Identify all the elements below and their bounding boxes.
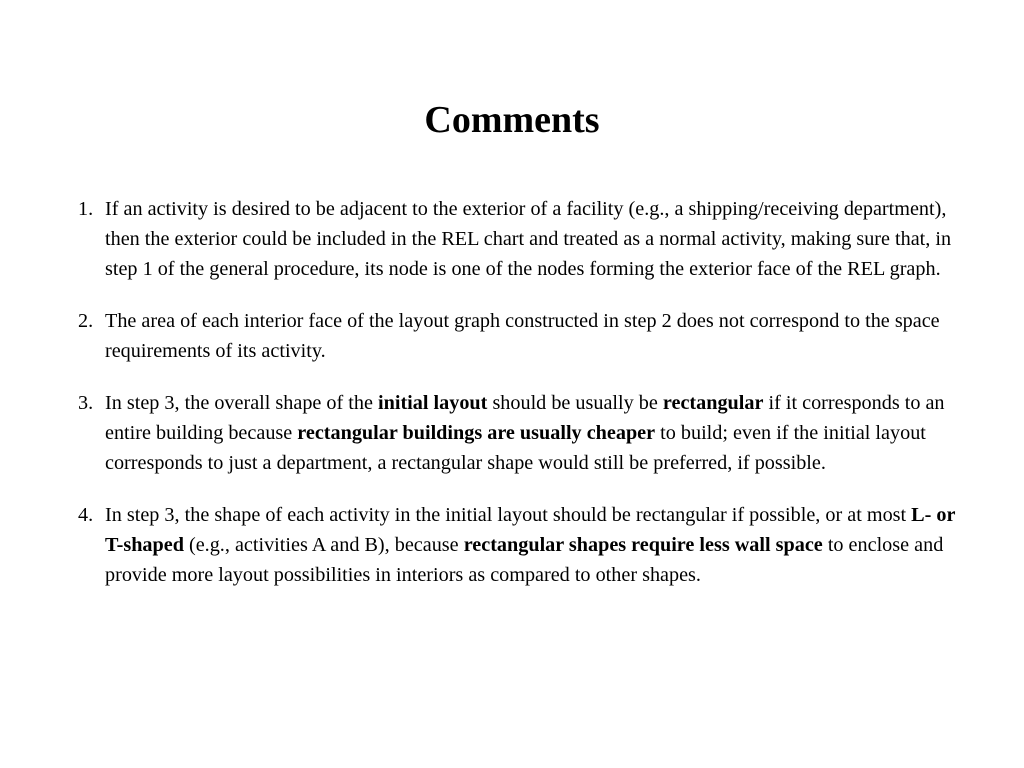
page-title: Comments (424, 99, 600, 141)
emphasis-rectangular-shapes-less-wall-space: rectangular shapes require less wall space (463, 534, 823, 556)
comment-text-segment: to enclose and provide more layout possibilities in interiors as compared to other shapes. (105, 534, 944, 586)
comment-text-segment: if it corresponds to an entire building because (105, 392, 945, 444)
emphasis-initial-layout: initial layout (378, 392, 488, 414)
comment-text-segment: In step 3, the overall shape of the (105, 392, 379, 414)
comment-text (105, 392, 945, 474)
comment-number: 2. (78, 310, 94, 332)
comment-number: 1. (78, 198, 94, 220)
comment-text-segment: If an activity is desired to be adjacent to the exterior of a facility (e.g., a shipping/receiving department), then the exterior could be included in the REL chart and treated as a normal activity, making sure that, in step 1 of the general procedure, its node is one of the nodes forming the exterior face of the REL graph. (105, 198, 952, 280)
comment-item-3 (78, 388, 978, 478)
emphasis-l-or-t-shaped: L- or T-shaped (105, 504, 956, 556)
comment-item-1 (78, 194, 978, 284)
emphasis-rectangular-buildings-cheaper: rectangular buildings are usually cheaper (297, 422, 656, 444)
comment-text-segment: The area of each interior face of the layout graph constructed in step 2 does not correspond to the space requirements of its activity. (105, 310, 940, 362)
comment-text-segment: (e.g., activities A and B), because (183, 534, 464, 556)
comment-item-2 (78, 306, 978, 366)
emphasis-rectangular: rectangular (662, 392, 764, 414)
comment-number: 4. (78, 504, 94, 526)
comment-text (105, 198, 951, 280)
comment-text-segment: to build; even if the initial layout corresponds to just a department, a rectangular shape would still be preferred, if possible. (105, 422, 926, 474)
comment-number: 3. (78, 392, 94, 414)
comments-list (78, 194, 978, 612)
comment-text (105, 310, 940, 362)
comment-item-4 (78, 500, 978, 590)
comment-text-segment: should be usually be (487, 392, 663, 414)
comment-text (105, 504, 955, 586)
comment-text-segment: In step 3, the shape of each activity in the initial layout should be rectangular if possible, or at most (105, 504, 912, 526)
